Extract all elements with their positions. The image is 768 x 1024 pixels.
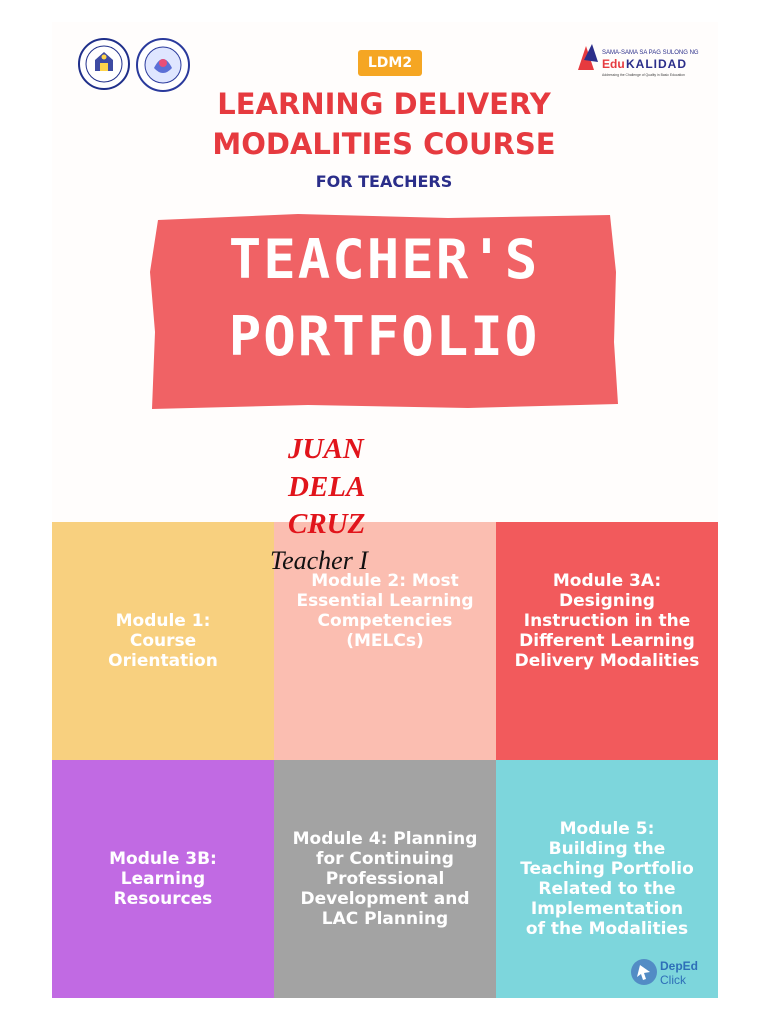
depedclick-watermark (630, 955, 710, 989)
module-2-label: Module 2: Most Essential Learning Competencies (MELCs) (296, 571, 474, 651)
module-grid (52, 522, 718, 998)
bureau-seal-icon (136, 38, 190, 92)
watermark-line-2: Click (660, 973, 686, 987)
title-line-2: MODALITIES COURSE (212, 127, 556, 161)
module-3b-tile (52, 760, 274, 998)
module-4-label: Module 4: Planning for Continuing Professional Development and LAC Planning (292, 829, 478, 929)
course-badge: LDM2 (358, 50, 422, 76)
module-1-label: Module 1: Course Orientation (108, 611, 218, 671)
banner-line-1: TEACHER'S (228, 228, 540, 291)
module-3b-label: Module 3B: Learning Resources (109, 849, 217, 909)
deped-seal-icon (78, 38, 130, 90)
name-line-3: CRUZ (288, 508, 366, 540)
eduk-tagline: SAMA-SAMA SA PAG SULONG NG (602, 50, 699, 56)
eduk-name-a: Edu (602, 57, 625, 71)
subtitle: FOR TEACHERS (315, 172, 453, 191)
name-line-1: JUAN (288, 433, 364, 465)
module-3a-label: Module 3A: Designing Instruction in the Different Learning Delivery Modalities (514, 571, 700, 671)
teacher-position: Teacher I (270, 546, 368, 575)
edukalidad-logo (576, 40, 708, 82)
module-3a-tile (496, 522, 718, 760)
title-line-1: LEARNING DELIVERY (217, 87, 551, 121)
eduk-sub: Addressing the Challenge of Quality in Basic Education (602, 73, 685, 77)
watermark-line-1: DepEd (660, 959, 699, 973)
banner-line-2: PORTFOLIO (228, 305, 540, 368)
eduk-name-b: KALIDAD (626, 57, 687, 71)
module-1-tile (52, 522, 274, 760)
module-4-tile (274, 760, 496, 998)
name-line-2: DELA (288, 471, 366, 503)
module-5-label: Module 5: Building the Teaching Portfolio Related to the Implementation of the Modalities (520, 819, 694, 939)
